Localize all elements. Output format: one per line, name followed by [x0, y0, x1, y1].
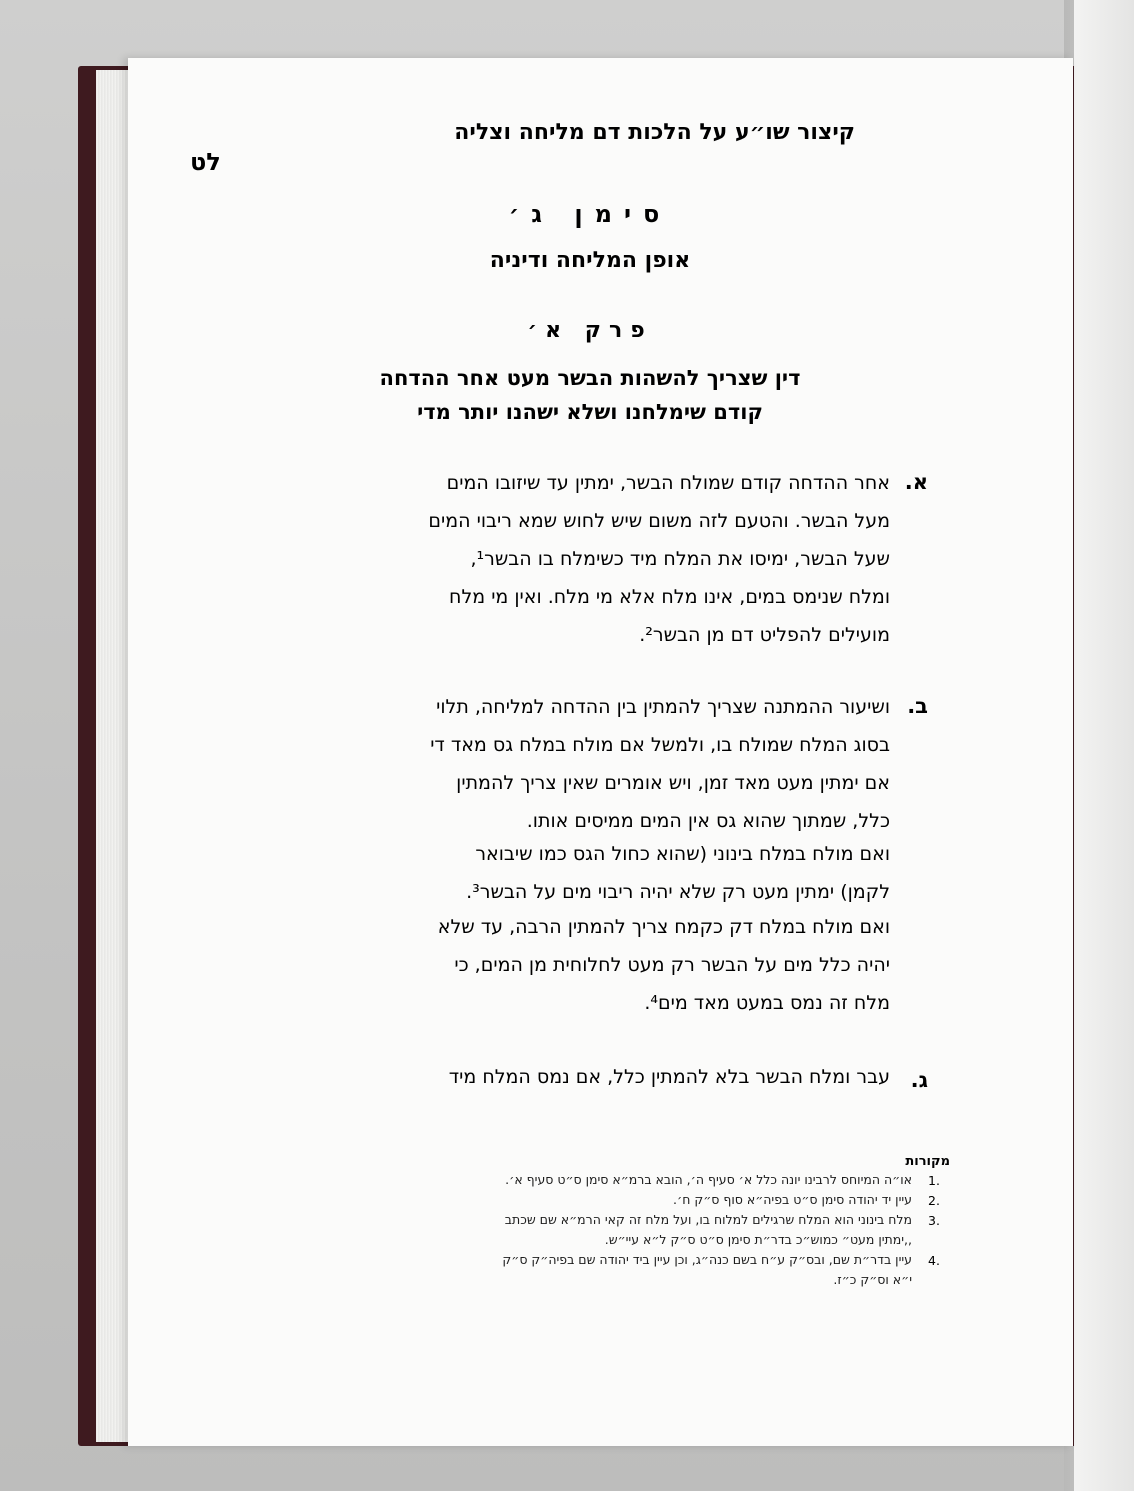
- paragraph-letter: ג.: [910, 1068, 928, 1092]
- sources-heading: מקורות: [905, 1154, 950, 1169]
- paragraph-line: ושיעור ההמתנה שצריך להמתין בין ההדחה למליחה, תלוי: [436, 696, 890, 718]
- paragraph-line: כלל, שמתוך שהוא גס אין המים ממיסים אותו.: [526, 810, 890, 832]
- paragraph-line: יהיה כלל מים על הבשר רק מעט לחלוחית מן המים, כי: [454, 954, 890, 976]
- footnote-line: או״ה המיוחס לרבינו יונה כלל א׳ סעיף ה׳, הובא ברמ״א סימן ס״ט סעיף א׳.: [505, 1172, 912, 1187]
- perek-subtitle-line: דין שצריך להשהות הבשר מעט אחר ההדחה: [379, 366, 801, 390]
- paragraph-line: לקמן) ימתין מעט רק שלא יהיה ריבוי מים על הבשר³.: [466, 881, 890, 903]
- paragraph-line: ואם מולח במלח דק כקמח צריך להמתין הרבה, עד שלא: [437, 916, 890, 938]
- page-number: לט: [190, 148, 221, 176]
- running-title: קיצור שו״ע על הלכות דם מליחה וצליה: [454, 120, 855, 145]
- paragraph-letter: א.: [904, 470, 928, 494]
- siman-subtitle: אופן המליחה ודיניה: [489, 248, 691, 273]
- paragraph-c: [330, 1066, 928, 1096]
- perek-title: פרק א׳: [527, 318, 653, 343]
- paragraph-letter: ב.: [907, 694, 928, 718]
- footnote-line: מלח בינוני הוא המלח שרגילים למלוח בו, ועל מלח זה קאי הרמ״א שם שכתב: [504, 1212, 912, 1227]
- footnote-number: 4.: [928, 1253, 940, 1268]
- paragraph-line: מעל הבשר. והטעם לזה משום שיש לחוש שמא ריבוי המים: [428, 510, 890, 532]
- paragraph-line: אחר ההדחה קודם שמולח הבשר, ימתין עד שיזובו המים: [446, 472, 890, 494]
- facing-page-edge: [1074, 0, 1134, 1491]
- footnote-number: 3.: [928, 1213, 940, 1228]
- running-header: [180, 120, 855, 176]
- paragraph-line: בסוג המלח שמולח בו, ולמשל אם מולח במלח גס מאד די: [430, 734, 890, 756]
- paragraph-a: [330, 470, 928, 652]
- footnote-line: עיין יד יהודה סימן ס״ט בפיה״א סוף ס״ק ח׳.: [673, 1192, 912, 1207]
- paragraph-line: שעל הבשר, ימיסו את המלח מיד כשימלח בו הבשר¹,: [470, 548, 890, 570]
- paragraph-b: [330, 694, 928, 1026]
- paragraph-line: עבר ומלח הבשר בלא להמתין כלל, אם נמס המלח מיד: [448, 1066, 890, 1088]
- perek-subtitle-line: קודם שימלחנו ושלא ישהנו יותר מדי: [417, 400, 763, 424]
- paragraph-line: ואם מולח במלח בינוני (שהוא כחול הגס כמו שיבואר: [475, 843, 890, 865]
- footnote-line: עיין בדר״ת שם, ובס״ק ע״ח בשם כנה״ג, וכן עיין ביד יהודה שם בפיה״ק ס״ק: [502, 1252, 912, 1267]
- footnote-line: י״א וס״ק כ״ז.: [833, 1272, 912, 1287]
- paragraph-line: אם ימתין מעט מאד זמן, ויש אומרים שאין צריך להמתין: [456, 772, 890, 794]
- paragraph-line: ומלח שנימס במים, אינו מלח אלא מי מלח. ואין מי מלח: [449, 586, 890, 608]
- siman-title: סימן ג׳: [508, 200, 672, 228]
- paragraph-line: מלח זה נמס במעט מאד מים⁴.: [644, 992, 890, 1014]
- paragraph-line: מועילים להפליט דם מן הבשר².: [639, 624, 890, 646]
- footnote-line: ,,ימתין מעט״ כמוש״כ בדר״ת סימן ס״ט ס״ק ל״א עיי״ש.: [604, 1232, 912, 1247]
- footnote-number: 2.: [928, 1193, 940, 1208]
- footnote-number: 1.: [928, 1173, 940, 1188]
